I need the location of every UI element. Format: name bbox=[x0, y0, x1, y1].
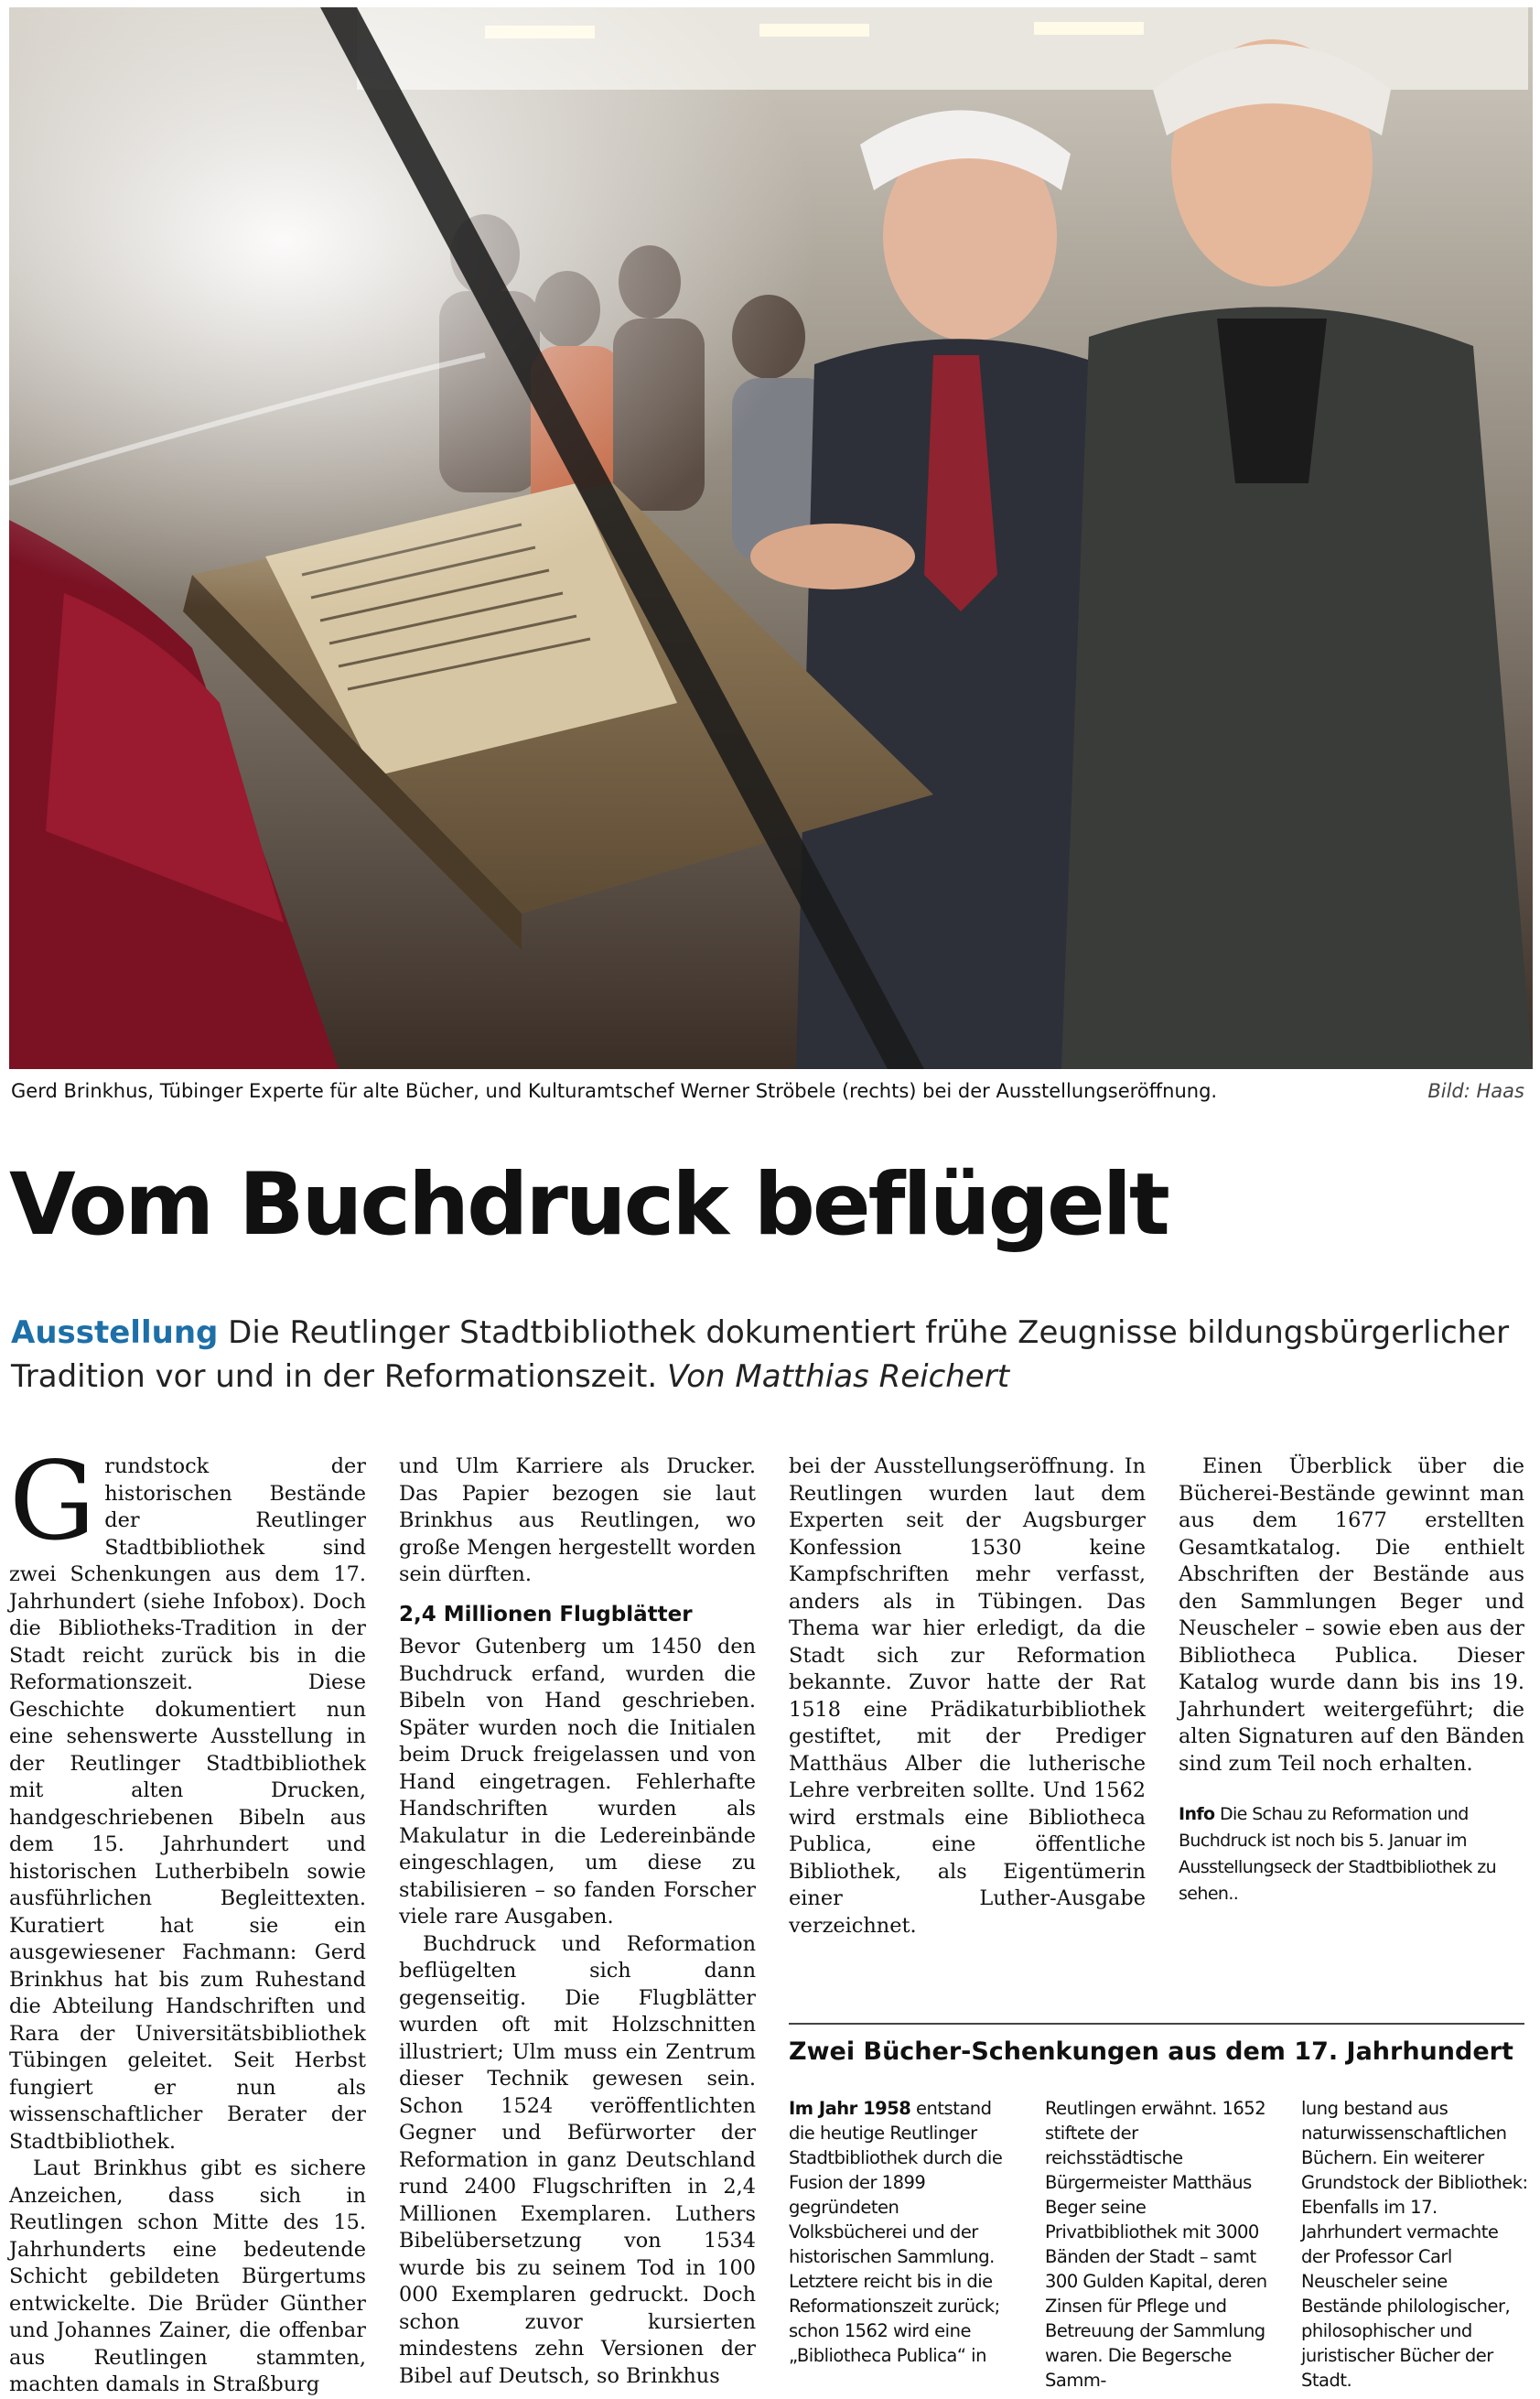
infobox-column-3: lung bestand aus naturwissenschaftlichen Büchern. Ein weiterer Grundstock der Bibliothek: Ebenfalls im 17. Jahrhundert vermachte der Professor Carl Neuscheler seine Bestände philologischer, philosophischer und juristischer Bücher der Stadt. bbox=[1301, 2098, 1528, 2391]
article-column-1 bbox=[9, 1438, 366, 2399]
photo-credit: Bild: Haas bbox=[1427, 1080, 1524, 1102]
deck bbox=[11, 1311, 1530, 1399]
article-column-2 bbox=[399, 1453, 756, 2390]
article-paragraph bbox=[9, 1438, 366, 2156]
info-text: Die Schau zu Reformation und Buchdruck ist noch bis 5. Januar im Ausstellungseck der Stadtbibliothek zu sehen.. bbox=[1179, 1804, 1497, 1904]
article-paragraph: bei der Ausstellungseröffnung. In Reutlingen wurden laut dem Experten seit der Augsburger Konfession 1530 keine Kampfschriften mehr verfasst, anders als in Tübingen. Das Thema war hier erledigt, da die Stadt sich zur Reformation bekannte. Zuvor hatte der Rat 1518 eine Prädikaturbibliothek gestiftet, mit der Prediger Matthäus Alber die lutherische Lehre verbreiten sollte. Und 1562 wird erstmals eine Bibliotheca Publica, eine öffentliche Bibliothek, als Eigentümerin einer Luther-Ausgabe verzeichnet. bbox=[789, 1454, 1146, 1938]
exhibition-photo-illustration bbox=[9, 7, 1533, 1069]
infobox-column-1 bbox=[789, 2096, 1018, 2368]
infobox-lead: Im Jahr 1958 bbox=[789, 2098, 911, 2119]
drop-cap: G bbox=[9, 1438, 96, 1564]
photo-caption bbox=[11, 1080, 1530, 1102]
article-column-4 bbox=[1179, 1453, 1524, 1907]
exhibition-photo bbox=[9, 7, 1533, 1069]
deck-author: Von Matthias Reichert bbox=[666, 1358, 1010, 1395]
deck-kicker: Ausstellung bbox=[11, 1314, 219, 1351]
article-paragraph-text: rundstock der historischen Bestände der Reutlinger Stadtbibliothek sind zwei Schenkungen aus dem 17. Jahrhundert (siehe Infobox). Doch die Bibliotheks-Tradition in der Stadt reicht zurück bis in die Reformationszeit. Diese Geschichte dokumentiert nun eine sehenswerte Ausstellung in der Reutlinger Stadtbibliothek mit alten Drucken, handgeschriebenen Bibeln aus dem 15. Jahrhundert und historischen Lutherbibeln sowie ausführlichen Begleittexten. Kuratiert hat sie ein ausgewiesener Fachmann: Gerd Brinkhus hat bis zum Ruhestand die Abteilung Handschriften und Rara der Universitätsbibliothek Tübingen geleitet. Seit Herbst fungiert er nun als wissenschaftlicher Berater der Stadtbibliothek. bbox=[9, 1454, 366, 2154]
info-note bbox=[1179, 1801, 1524, 1907]
headline: Vom Buchdruck beflügelt bbox=[9, 1155, 1168, 1255]
infobox-text: entstand die heutige Reutlinger Stadtbibliothek durch die Fusion der 1899 gegründeten Volksbücherei und der historischen Sammlung. Letztere reicht bis in die Reformationszeit zurück; schon 1562 wird eine „Bibliotheca Publica“ in bbox=[789, 2098, 1003, 2366]
info-label: Info bbox=[1179, 1804, 1215, 1824]
article-paragraph: Laut Brinkhus gibt es sichere Anzeichen, dass sich in Reutlingen schon Mitte des 15. Jahrhunderts eine bedeutende Schicht gebildeten Bürgertums entwickelte. Die Brüder Günther und Johannes Zainer, die offenbar aus Reutlingen stammten, machten damals in Straßburg bbox=[9, 2156, 366, 2396]
infobox-column-2: Reutlingen erwähnt. 1652 stiftete der reichsstädtische Bürgermeister Matthäus Beger seine Privatbibliothek mit 3000 Bänden der Stadt – samt 300 Gulden Kapital, deren Zinsen für Pflege und Betreuung der Sammlung waren. Die Begersche Samm- bbox=[1045, 2098, 1267, 2391]
photo-caption-text: Gerd Brinkhus, Tübinger Experte für alte Bücher, und Kulturamtschef Werner Ströbele (rechts) bei der Ausstellungseröffnung. bbox=[11, 1080, 1218, 1102]
infobox-headline: Zwei Bücher-Schenkungen aus dem 17. Jahrhundert bbox=[789, 2037, 1513, 2066]
deck-text: Die Reutlinger Stadtbibliothek dokumentiert frühe Zeugnisse bildungsbürgerlicher Tradition vor und in der Reformationszeit. bbox=[11, 1314, 1510, 1395]
article-paragraph: Bevor Gutenberg um 1450 den Buchdruck erfand, wurden die Bibeln von Hand geschrieben. Später wurden noch die Initialen beim Druck freigelassen und von Hand eingetragen. Fehlerhafte Handschriften wurden als Makulatur in die Ledereinbände eingeschlagen, um diese zu stabilisieren – so fanden Forscher viele rare Ausgaben. bbox=[399, 1635, 756, 1929]
article-paragraph: und Ulm Karriere als Drucker. Das Papier bezogen sie laut Brinkhus aus Reutlingen, wo große Mengen hergestellt worden sein dürften. bbox=[399, 1454, 756, 1586]
article-paragraph: Einen Überblick über die Bücherei-Bestände gewinnt man aus dem 1677 erstellten Gesamtkatalog. Die enthielt Abschriften der Bestände aus den Sammlungen Beger und Neuscheler – sowie eben aus der Bibliotheca Publica. Dieser Katalog wurde dann bis ins 19. Jahrhundert weitergeführt; die alten Signaturen auf den Bänden sind zum Teil noch erhalten. bbox=[1179, 1454, 1524, 1776]
article-subhead: 2,4 Millionen Flugblätter bbox=[399, 1602, 693, 1626]
article-column-3 bbox=[789, 1453, 1146, 1940]
article-paragraph: Buchdruck und Reformation beflügelten sich dann gegenseitig. Die Flugblätter wurden oft mit Holzschnitten illustriert; Ulm muss ein Zentrum dieser Technik gewesen sein. Schon 1524 veröffentlichten Gegner und Befürworter der Reformation in ganz Deutschland rund 2400 Flugschriften in 2,4 Millionen Exemplaren. Luthers Bibelübersetzung von 1534 wurde bis zu seinem Tod in 100 000 Exemplaren gedruckt. Doch schon zuvor kursierten mindestens zehn Versionen der Bibel auf Deutsch, so Brinkhus bbox=[399, 1931, 756, 2388]
infobox-divider bbox=[789, 2023, 1524, 2025]
